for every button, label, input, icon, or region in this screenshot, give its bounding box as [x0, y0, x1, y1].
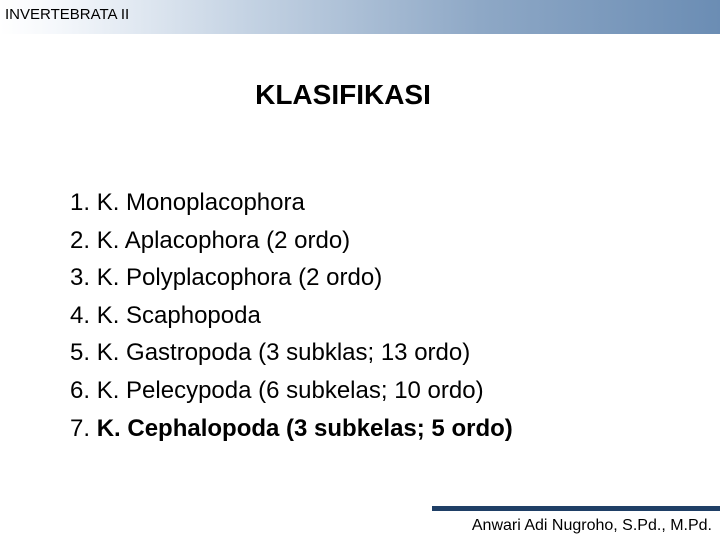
item-number: 3.	[70, 264, 91, 292]
list-item	[70, 259, 513, 297]
footer-divider	[432, 506, 720, 511]
list-item	[70, 334, 513, 372]
item-label: K. Monoplacophora	[96, 189, 305, 216]
footer-author: Anwari Adi Nugroho, S.Pd., M.Pd.	[471, 517, 712, 534]
item-label: K. Gastropoda (3 subklas; 13 ordo)	[96, 339, 471, 367]
list-item	[70, 222, 513, 260]
item-label: K. Cephalopoda (3 subkelas; 5 ordo)	[96, 414, 513, 442]
item-number: 7.	[70, 414, 91, 442]
header-bar	[0, 0, 720, 34]
list-item	[70, 297, 513, 335]
classification-list	[70, 184, 513, 447]
list-item	[70, 184, 513, 222]
item-number: 5.	[70, 339, 91, 367]
item-number: 1.	[70, 189, 91, 216]
item-label: K. Scaphopoda	[96, 301, 261, 329]
item-label: K. Pelecypoda (6 subkelas; 10 ordo)	[96, 376, 484, 404]
item-number: 2.	[70, 226, 91, 254]
item-label: K. Polyplacophora (2 ordo)	[96, 264, 383, 292]
list-item	[70, 410, 513, 448]
item-number: 6.	[70, 376, 91, 404]
header-title: INVERTEBRATA II	[5, 6, 130, 23]
list-item	[70, 372, 513, 410]
item-label: K. Aplacophora (2 ordo)	[96, 226, 351, 254]
slide-title: KLASIFIKASI	[255, 79, 431, 110]
item-number: 4.	[70, 301, 91, 329]
